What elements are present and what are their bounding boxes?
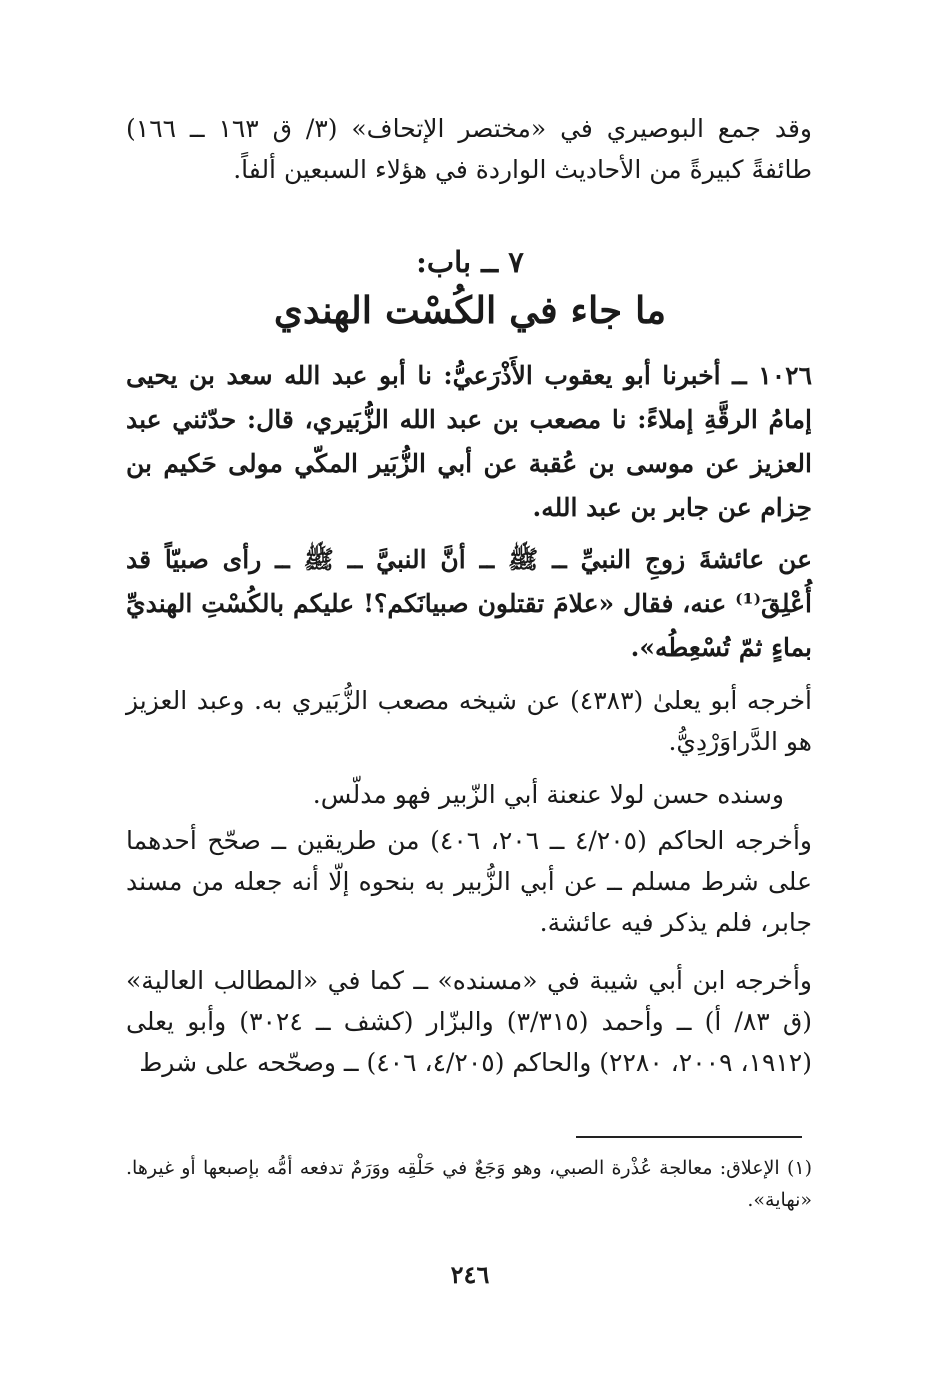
page-number: ٢٤٦ bbox=[450, 1260, 490, 1289]
hadith-matn: عن عائشةَ زوجِ النبيِّ ــ ﷺ ــ أنَّ النبيَّ ــ ﷺ ــ رأى صبيّاً قد أُعْلِقَ⁽¹⁾ عنه، فقال «علامَ تقتلون صبيانَكم؟! عليكم بالكُسْتِ الهنديِّ بماءٍ ثمّ تُسْعِطُه». bbox=[126, 545, 812, 662]
chapter-title: ما جاء في الكُسْت الهندي bbox=[273, 288, 667, 332]
commentary-paragraph: وأخرجه الحاكم (٤/٢٠٥ ــ ٢٠٦، ٤٠٦) من طريقين ــ صحّح أحدهما على شرط مسلم ــ عن أبي الزُّبير به بنحوه إلّا أنه جعله من مسند جابر، فلم يذكر فيه عائشة. bbox=[126, 826, 812, 937]
footnote-separator bbox=[576, 1136, 802, 1138]
intro-paragraph: وقد جمع البوصيري في «مختصر الإتحاف» (٣/ ق ١٦٣ ــ ١٦٦) طائفةً كبيرةً من الأحاديث الواردة في هؤلاء السبعين ألفاً. bbox=[126, 114, 812, 184]
commentary-paragraph: أخرجه أبو يعلىٰ (٤٣٨٣) عن شيخه مصعب الزُّبَيري به. وعبد العزيز هو الدَّراوَرْدِيُّ. bbox=[126, 686, 812, 756]
commentary-paragraph: وأخرجه ابن أبي شيبة في «مسنده» ــ كما في «المطالب العالية» (ق ٨٣/ أ) ــ وأحمد (٣/٣١٥) والبزّار (كشف ــ ٣٠٢٤) وأبو يعلى (١٩١٢، ٢٠٠٩، ٢٢٨٠) والحاكم (٤/٢٠٥، ٤٠٦) ــ وصحّحه على شرط bbox=[126, 966, 813, 1077]
chapter-number: ٧ ــ باب: bbox=[416, 245, 524, 279]
footnote: (١) الإعلاق: معالجة عُذْرة الصبي، وهو وَجَعٌ في حَلْقِه ووَرَمٌ تدفعه أمُّه بإصبعها أو غيرها. «نهاية». bbox=[126, 1157, 812, 1211]
commentary-paragraph: وسنده حسن لولا عنعنة أبي الزّبير فهو مدلّس. bbox=[312, 780, 784, 809]
hadith-isnad: ١٠٢٦ ــ أخبرنا أبو يعقوب الأَذْرَعيُّ: نا أبو عبد الله سعد بن يحيى إمامُ الرقَّةِ إملاءً: نا مصعب بن عبد الله الزُّبَيري، قال: حدّثني عبد العزيز عن موسى بن عُقبة عن أبي الزُّبَير المكّي مولى حَكيم بن حِزام عن جابر بن عبد الله. bbox=[126, 361, 812, 522]
